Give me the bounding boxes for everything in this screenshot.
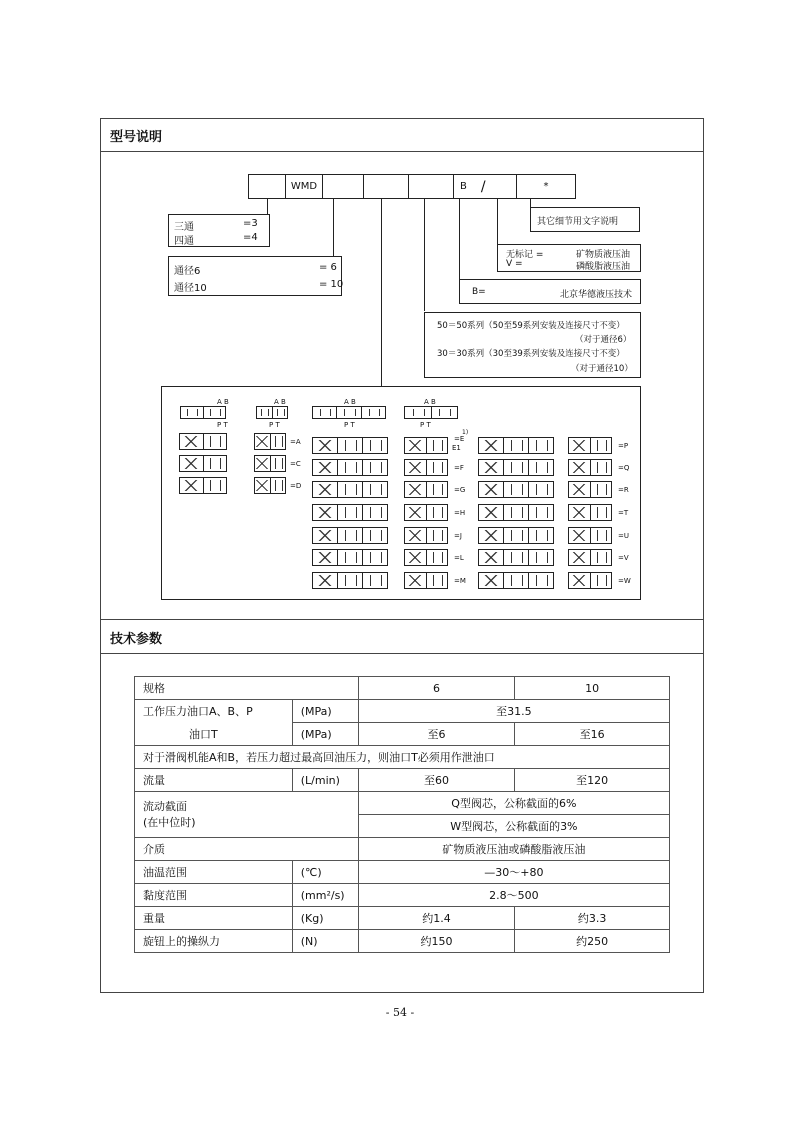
leader-line — [459, 199, 460, 279]
leader-line — [381, 199, 382, 386]
table-row — [135, 723, 670, 746]
base-symbol-3 — [312, 406, 386, 419]
divider — [100, 619, 704, 620]
table-row — [135, 838, 670, 861]
section-line2: (在中位时) — [143, 815, 196, 829]
cell-visc-unit: (mm²/s) — [292, 884, 358, 907]
series50-note: （对于通径6） — [575, 335, 632, 345]
spool-symbol-u — [478, 527, 554, 544]
port-ab-label: A B — [344, 398, 356, 406]
page-number: - 54 - — [385, 1006, 415, 1019]
cell-weight10: 约3.3 — [515, 907, 670, 930]
table-row — [135, 700, 670, 723]
cell-w-core: W型阀芯，公称截面的3% — [358, 815, 669, 838]
spool-label-c: =C — [290, 460, 301, 468]
series50-text: 50＝50系列（50至59系列安装及连接尺寸不变） — [437, 321, 625, 331]
spool-symbol-c2 — [254, 455, 286, 472]
base-symbol-4 — [404, 406, 458, 419]
tech-params-table — [134, 676, 670, 953]
spool-symbol-g — [312, 481, 388, 498]
spool-symbol-l — [312, 549, 388, 566]
spool-label-d: =D — [290, 482, 302, 490]
spool-symbol-q2 — [568, 459, 612, 476]
port-ab-label: A B — [424, 398, 436, 406]
value-3way: =3 — [243, 218, 258, 229]
cell-force10: 约250 — [515, 930, 670, 953]
spool-label-l: =L — [454, 554, 464, 562]
code-cell-wmd: WMD — [285, 174, 323, 199]
port-pt-label: P T — [269, 421, 280, 429]
cell-t6: 至6 — [358, 723, 515, 746]
cell-weight6: 约1.4 — [358, 907, 515, 930]
spool-symbol-v — [478, 549, 554, 566]
cell-force: 旋钮上的操纵力 — [135, 930, 293, 953]
other-details-text: 其它细节用文字说明 — [537, 217, 619, 227]
spool-symbol-j2 — [404, 527, 448, 544]
cell-force6: 约150 — [358, 930, 515, 953]
cell-temp: 油温范围 — [135, 861, 293, 884]
cell-size6: 6 — [358, 677, 515, 700]
table-row — [135, 769, 670, 792]
cell-flow6: 至60 — [358, 769, 515, 792]
cell-flow: 流量 — [135, 769, 293, 792]
cell-medium-value: 矿物质液压油或磷酸脂液压油 — [358, 838, 669, 861]
code-cell-other: * — [516, 174, 576, 199]
leader-line — [333, 199, 334, 257]
b-value: 北京华德液压技术 — [560, 290, 633, 300]
leader-line — [497, 199, 498, 245]
spool-symbols-box — [161, 386, 641, 600]
label-3way: 三通 — [174, 222, 194, 233]
table-row — [135, 861, 670, 884]
base-symbol-1 — [180, 406, 226, 419]
divider — [100, 653, 704, 654]
spool-label-a: =A — [290, 438, 301, 446]
leader-line — [267, 199, 268, 215]
oil-box — [497, 244, 641, 272]
code-cell-b — [453, 174, 517, 199]
cell-mpa: (MPa) — [292, 700, 358, 723]
oil-v-label: V = — [506, 259, 523, 269]
value-size10: = 10 — [319, 279, 344, 290]
spool-symbol-w — [478, 572, 554, 589]
cell-t10: 至16 — [515, 723, 670, 746]
cell-section — [135, 792, 359, 838]
cell-spec: 规格 — [135, 677, 359, 700]
ways-box — [168, 214, 270, 247]
cell-weight: 重量 — [135, 907, 293, 930]
series-box — [424, 312, 641, 378]
spool-symbol-h — [312, 504, 388, 521]
spool-symbol-v2 — [568, 549, 612, 566]
cell-force-unit: (N) — [292, 930, 358, 953]
divider — [100, 151, 704, 152]
spool-label-v: =V — [618, 554, 629, 562]
spool-label-e1: E1 — [452, 444, 461, 452]
cell-pressure-value: 至31.5 — [358, 700, 669, 723]
spool-symbol-m — [312, 572, 388, 589]
cell-flow10: 至120 — [515, 769, 670, 792]
oil-v-value: 磷酸脂液压油 — [576, 262, 631, 272]
spool-symbol-r2 — [568, 481, 612, 498]
spool-label-j: =J — [454, 532, 462, 540]
cell-medium: 介质 — [135, 838, 359, 861]
port-ab-label: A B — [217, 398, 229, 406]
oil-none-value: 矿物质液压油 — [576, 250, 631, 260]
section-title-model: 型号说明 — [110, 130, 163, 145]
cell-size10: 10 — [515, 677, 670, 700]
spool-symbol-e — [312, 437, 388, 454]
table-row — [135, 792, 670, 815]
cell-temp-unit: (℃) — [292, 861, 358, 884]
spool-symbol-q — [478, 459, 554, 476]
spool-label-u: =U — [618, 532, 629, 540]
spool-symbol-p2 — [568, 437, 612, 454]
section-title-tech: 技术参数 — [110, 632, 163, 647]
cell-visc: 黏度范围 — [135, 884, 293, 907]
spool-symbol-t2 — [568, 504, 612, 521]
footnote-marker: 1) — [462, 429, 469, 436]
value-4way: =4 — [243, 232, 258, 243]
cell-flow-unit: (L/min) — [292, 769, 358, 792]
spool-label-t: =T — [618, 509, 629, 517]
spool-symbol-u2 — [568, 527, 612, 544]
spool-label-p: =P — [618, 442, 629, 450]
spool-label-q: =Q — [618, 464, 630, 472]
spool-symbol-d2 — [254, 477, 286, 494]
slash-separator: / — [480, 178, 486, 195]
port-ab-label: A B — [274, 398, 286, 406]
cell-visc-value: 2.8～500 — [358, 884, 669, 907]
cell-note: 对于滑阀机能A和B，若压力超过最高回油压力，则油口T必须用作泄油口 — [135, 746, 670, 769]
cell-mpa-t: (MPa) — [292, 723, 358, 746]
spool-symbol-d — [179, 477, 227, 494]
code-cell-1 — [248, 174, 286, 199]
spool-label-e: =E — [454, 435, 465, 443]
table-row — [135, 930, 670, 953]
spool-symbol-c — [179, 455, 227, 472]
port-pt-label: P T — [420, 421, 431, 429]
spool-symbol-m2 — [404, 572, 448, 589]
b-label: B= — [472, 287, 486, 297]
label-size10: 通径10 — [174, 283, 207, 294]
spool-symbol-r — [478, 481, 554, 498]
spool-label-h: =H — [454, 509, 466, 517]
table-row — [135, 677, 670, 700]
table-row — [135, 746, 670, 769]
oil-none-label: 无标记 = — [506, 250, 544, 260]
spool-label-m: =M — [454, 577, 466, 585]
spool-symbol-e2 — [404, 437, 448, 454]
spool-symbol-j — [312, 527, 388, 544]
value-size6: = 6 — [319, 262, 337, 273]
spool-label-g: =G — [454, 486, 466, 494]
code-cell-5 — [408, 174, 454, 199]
port-pt-label: P T — [344, 421, 355, 429]
series30-text: 30＝30系列（30至39系列安装及连接尺寸不变） — [437, 349, 625, 359]
b-box — [459, 279, 641, 304]
spool-symbol-p — [478, 437, 554, 454]
spool-symbol-h2 — [404, 504, 448, 521]
cell-temp-value: —30～+80 — [358, 861, 669, 884]
cell-pressure-label: 工作压力油口A、B、P — [135, 700, 293, 723]
table-row — [135, 907, 670, 930]
table-row — [135, 884, 670, 907]
base-symbol-2 — [256, 406, 288, 419]
series30-note: （对于通径10） — [571, 364, 633, 374]
spool-symbol-t — [478, 504, 554, 521]
spool-symbol-f — [312, 459, 388, 476]
spool-symbol-w2 — [568, 572, 612, 589]
code-cell-4 — [363, 174, 409, 199]
spool-label-w: =W — [618, 577, 631, 585]
spool-symbol-a — [179, 433, 227, 450]
leader-line — [424, 199, 425, 311]
cell-port-t: 油口T — [135, 723, 293, 746]
spool-symbol-g2 — [404, 481, 448, 498]
port-pt-label: P T — [217, 421, 228, 429]
spool-label-f: =F — [454, 464, 464, 472]
spool-symbol-a2 — [254, 433, 286, 450]
size-box — [168, 256, 342, 296]
section-line1: 流动截面 — [143, 799, 187, 813]
spool-label-r: =R — [618, 486, 629, 494]
spool-symbol-l2 — [404, 549, 448, 566]
cell-q-core: Q型阀芯，公称截面的6% — [358, 792, 669, 815]
label-size6: 通径6 — [174, 266, 201, 277]
code-cell-3 — [322, 174, 364, 199]
code-b-label: B — [460, 181, 467, 192]
spool-symbol-f2 — [404, 459, 448, 476]
label-4way: 四通 — [174, 236, 194, 247]
other-details-box — [530, 207, 640, 232]
cell-weight-unit: (Kg) — [292, 907, 358, 930]
